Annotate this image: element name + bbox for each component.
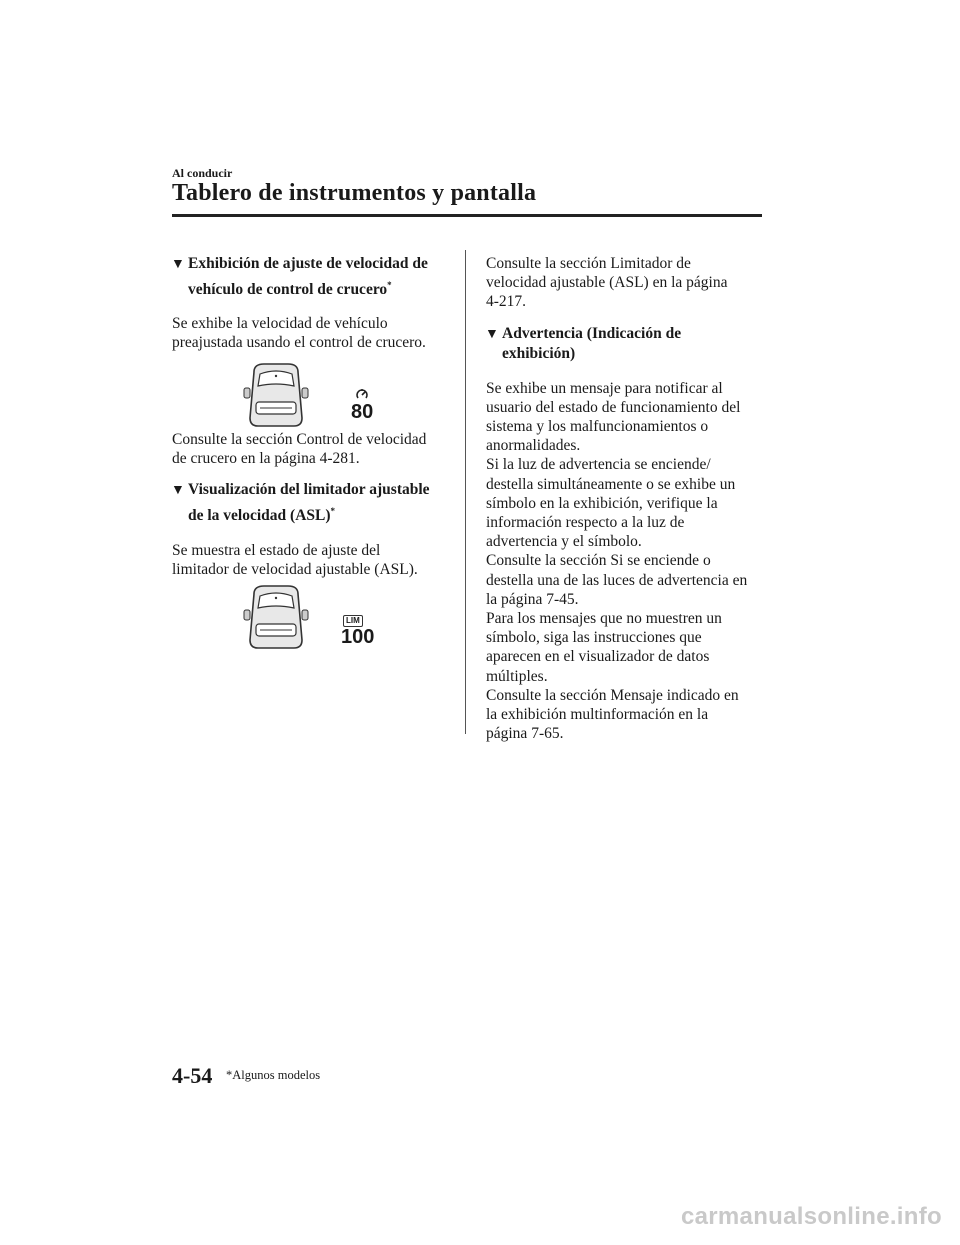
left-column-lower [172,430,442,579]
figure-asl-display [240,584,390,650]
paragraph-cruise-intro: Se exhibe la velocidad de vehículo preajustada usando el control de crucero. [172,315,426,352]
heading-asl: ▼ Visualización del limitador ajustable de la velocidad (ASL)* [171,481,430,525]
page-number: 4-54 [172,1063,213,1088]
column-divider [465,250,466,734]
car-top-view-icon [240,584,312,650]
left-column [172,254,442,353]
cruise-speed-value: 80 [351,401,374,423]
paragraph-asl-intro: Se muestra el estado de ajuste del limitador de velocidad ajustable (ASL). [172,541,418,578]
chapter-title: Tablero de instrumentos y pantalla [172,180,537,206]
asl-speed-value: 100 [341,626,375,648]
right-column [486,254,766,743]
triangle-bullet-icon: ▼ [171,483,185,499]
watermark: carmanualsonline.info [680,1203,942,1230]
heading-cruise-speed: ▼ Exhibición de ajuste de velocidad de vehículo de control de crucero* [171,255,428,298]
header-rule [172,214,762,217]
paragraph-cruise-ref: Consulte la sección Control de velocidad de crucero en la página 4-281. [172,431,427,468]
lim-badge: LIM [343,615,363,627]
footnote-some-models: *Algunos modelos [226,1068,321,1082]
paragraph-asl-ref: Consulte la sección Limitador de velocidad ajustable (ASL) en la página 4-217. [486,255,728,311]
paragraph-warning: Se exhibe un mensaje para notificar al usuario del estado de funcionamiento del sistema y los malfuncionamientos o anormalidades. Si la luz de advertencia se enciende/ destella simultáneamente o se exhibe un símbolo en la exhibición, verifique la información respecto a la luz de advertencia y el símbolo. Consulte la sección Si se enciende o destella una de las luces de advertencia en la página 7-45. Para los mensajes que no muestren un símbolo, siga las instrucciones que aparecen en el visualizador de datos múltiples. Consulte la sección Mensaje indicado en la exhibición multinformación en la página 7-65. [486,379,748,743]
triangle-bullet-icon: ▼ [485,326,499,342]
section-label: Al conducir [172,166,233,180]
triangle-bullet-icon: ▼ [171,257,185,272]
figure-cruise-display [240,362,390,428]
heading-warning: ▼ Advertencia (Indicación de exhibición) [485,324,682,363]
cruise-control-icon [355,388,369,402]
car-top-view-icon [240,362,312,428]
